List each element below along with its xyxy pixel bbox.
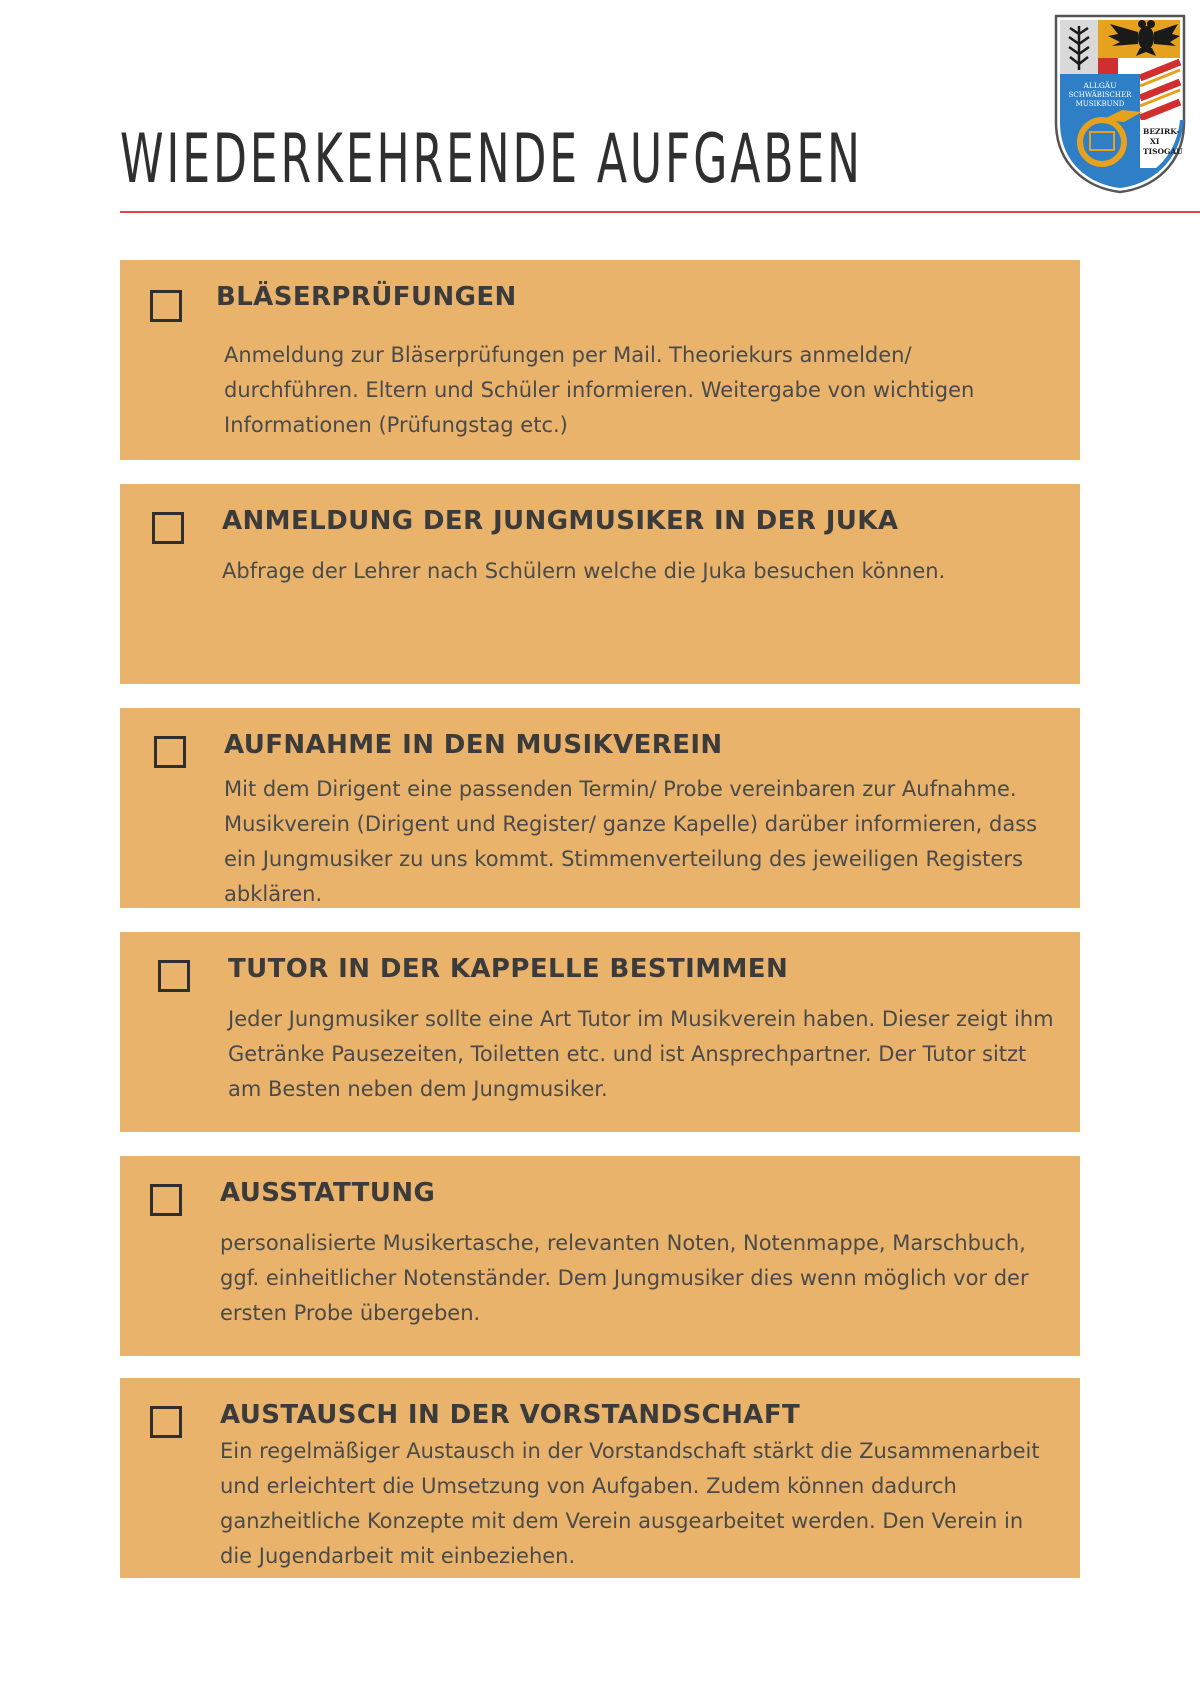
task-title: BLÄSERPRÜFUNGEN (216, 282, 517, 312)
task-checkbox[interactable] (154, 736, 186, 768)
task-title: TUTOR IN DER KAPPELLE BESTIMMEN (228, 954, 789, 984)
task-title: ANMELDUNG DER JUNGMUSIKER IN DER JUKA (222, 506, 899, 536)
task-card-blaeserpruefungen (120, 260, 1080, 460)
task-card-aufnahme-musikverein (120, 708, 1080, 908)
svg-text:ALLGÄU: ALLGÄU (1083, 81, 1117, 90)
task-checkbox[interactable] (158, 960, 190, 992)
svg-text:SCHWÄBISCHER: SCHWÄBISCHER (1068, 91, 1132, 99)
task-description: Ein regelmäßiger Austausch in der Vorstandschaft stärkt die Zusammenarbeit und erleichtert die Umsetzung von Aufgaben. Zudem können dadurch ganzheitliche Konzepte mit dem Verein ausgearbeitet werden. Den Verein in die Jugendarbeit mit einbeziehen. (220, 1439, 1040, 1568)
task-title: AUSSTATTUNG (220, 1178, 436, 1208)
crest-logo (1052, 12, 1188, 196)
task-checkbox[interactable] (150, 1406, 182, 1438)
svg-text:XI: XI (1150, 137, 1160, 146)
title-divider (120, 211, 1200, 213)
task-checkbox[interactable] (150, 1184, 182, 1216)
task-title: AUSTAUSCH IN DER VORSTANDSCHAFT (220, 1400, 801, 1430)
task-card-ausstattung (120, 1156, 1080, 1356)
task-card-anmeldung-juka (120, 484, 1080, 684)
svg-text:MUSIKBUND: MUSIKBUND (1075, 100, 1125, 108)
task-description: Abfrage der Lehrer nach Schülern welche die Juka besuchen können. (222, 559, 946, 583)
svg-text:BEZIRK-: BEZIRK- (1143, 127, 1180, 136)
task-description: Anmeldung zur Bläserprüfungen per Mail. Theoriekurs anmelden/ durchführen. Eltern und Schüler informieren. Weitergabe von wichtigen Informationen (Prüfungstag etc.) (224, 343, 975, 437)
svg-text:TISOGAU: TISOGAU (1143, 147, 1183, 156)
task-description: personalisierte Musikertasche, relevanten Noten, Notenmappe, Marschbuch, ggf. einheitlicher Notenständer. Dem Jungmusiker dies wenn möglich vor der ersten Probe übergeben. (220, 1231, 1029, 1325)
task-description: Mit dem Dirigent eine passenden Termin/ Probe vereinbaren zur Aufnahme. Musikverein (Dirigent und Register/ ganze Kapelle) darüber informieren, dass ein Jungmusiker zu uns kommt. Stimmenverteilung des jeweiligen Registers abklären. (224, 777, 1038, 906)
task-description: Jeder Jungmusiker sollte eine Art Tutor im Musikverein haben. Dieser zeigt ihm Getränke Pausezeiten, Toiletten etc. und ist Ansprechpartner. Der Tutor sitzt am Besten neben dem Jungmusiker. (228, 1007, 1054, 1101)
task-title: AUFNAHME IN DEN MUSIKVEREIN (224, 730, 723, 760)
task-checkbox[interactable] (150, 290, 182, 322)
task-checkbox[interactable] (152, 512, 184, 544)
page-title: WIEDERKEHRENDE AUFGABEN (120, 120, 863, 199)
task-card-tutor (120, 932, 1080, 1132)
task-card-austausch-vorstandschaft (120, 1378, 1080, 1578)
